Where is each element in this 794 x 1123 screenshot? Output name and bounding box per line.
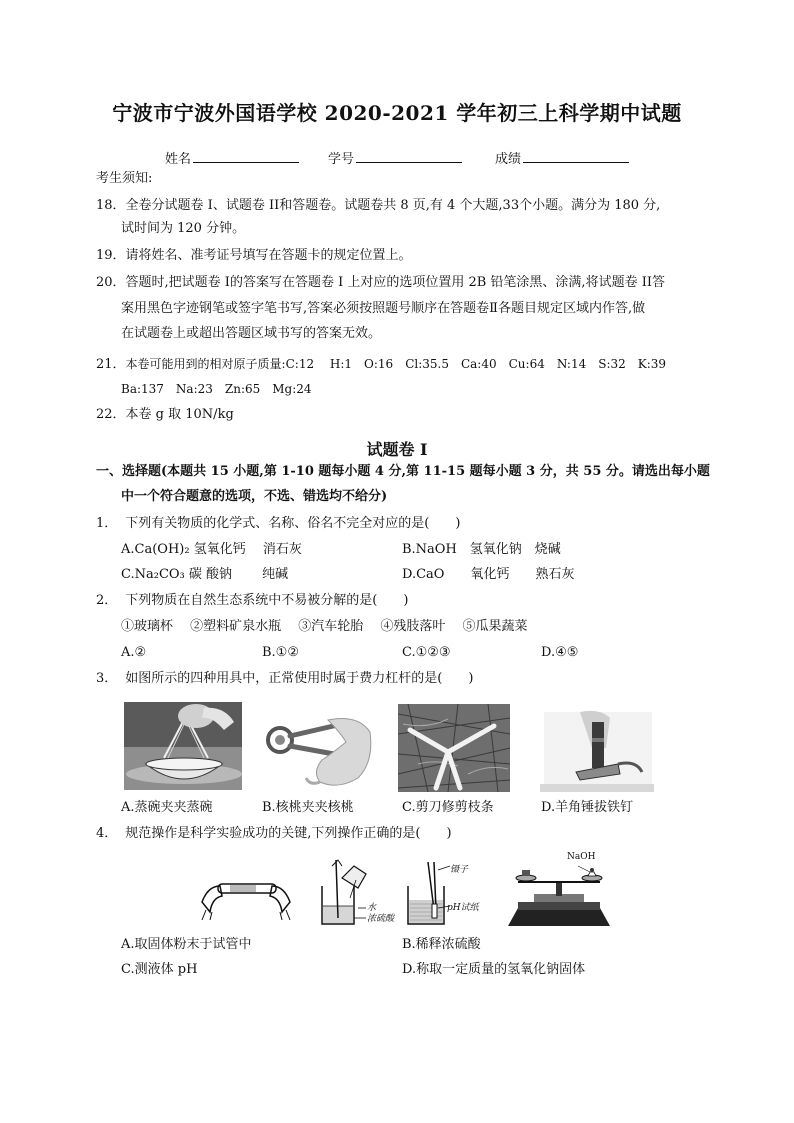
question-4-stem: 4． 规范操作是科学实验成功的关键,下列操作正确的是( )	[96, 826, 452, 841]
question-4-option-d[interactable]: D.称取一定质量的氢氧化钠固体	[402, 962, 586, 977]
water-label: 水	[367, 903, 377, 913]
student-id-blank[interactable]	[356, 148, 462, 163]
balance-figure	[504, 864, 614, 928]
section-heading: 试题卷 I	[366, 440, 428, 459]
steamer-clamp-image	[124, 702, 242, 790]
page-title: 宁波市宁波外国语学校 2020-2021 学年初三上科学期中试题	[112, 101, 682, 125]
question-3-option-c[interactable]: C.剪刀修剪枝条	[402, 800, 494, 815]
question-4-option-a[interactable]: A.取固体粉末于试管中	[121, 937, 252, 952]
notice-item-22: 22．本卷 g 取 10N/kg	[96, 407, 234, 422]
question-3-stem: 3． 如图所示的四种用具中，正常使用时属于费力杠杆的是( )	[96, 671, 474, 686]
name-blank[interactable]	[193, 148, 299, 163]
name-field: 姓名	[165, 148, 299, 171]
test-tube-powder-figure	[200, 872, 292, 922]
notice-item-20-line2: 案用黑色字迹钢笔或签字笔书写,答案必须按照题号顺序在答题卷Ⅱ各题目规定区域内作答,做	[121, 301, 646, 316]
question-4-option-b[interactable]: B.稀释浓硫酸	[402, 937, 481, 952]
question-2-stem: 2． 下列物质在自然生态系统中不易被分解的是( )	[96, 593, 409, 608]
notice-item-21: 21．本卷可能用到的相对原子质量:C:12 H:1 O:16 Cl:35.5 Ca:40 Cu:64 N:14 S:32 K:39	[96, 357, 667, 372]
score-blank[interactable]	[523, 148, 629, 163]
question-4-option-c[interactable]: C.测液体 pH	[121, 962, 198, 977]
question-3-option-a[interactable]: A.蒸碗夹夹蒸碗	[121, 800, 213, 815]
notice-title: 考生须知:	[96, 171, 153, 186]
notice-item-21-line2: Ba:137 Na:23 Zn:65 Mg:24	[121, 382, 312, 396]
student-id-field: 学号	[328, 148, 462, 171]
pruning-shears-image	[398, 704, 510, 792]
score-field: 成绩	[495, 148, 629, 171]
question-2-option-b[interactable]: B.①②	[262, 645, 299, 660]
section-one-line2: 中一个符合题意的选项，不选、错选均不给分)	[121, 489, 388, 504]
claw-hammer-image	[540, 708, 654, 792]
question-1-stem: 1． 下列有关物质的化学式、名称、俗名不完全对应的是( )	[96, 516, 461, 531]
acid-label: 浓硫酸	[367, 914, 395, 924]
question-1-option-c[interactable]: C.Na₂CO₃ 碳 酸钠 纯碱	[121, 567, 289, 582]
question-3-option-b[interactable]: B.核桃夹夹核桃	[262, 800, 354, 815]
ph-paper-label: pH试纸	[447, 903, 479, 913]
question-2-option-c[interactable]: C.①②③	[402, 645, 451, 660]
notice-item-18: 18．全卷分试题卷 I、试题卷 II和答题卷。试题卷共 8 页,有 4 个大题,33个小题。满分为 180 分,	[96, 198, 661, 213]
question-1-option-a[interactable]: A.Ca(OH)₂ 氢氧化钙 消石灰	[121, 542, 302, 557]
naoh-label: NaOH	[567, 852, 596, 862]
tweezers-label: 镊子	[450, 865, 469, 875]
question-2-items: ①玻璃杯 ②塑料矿泉水瓶 ③汽车轮胎 ④残肢落叶 ⑤瓜果蔬菜	[121, 619, 528, 634]
notice-item-20: 20．答题时,把试题卷 I的答案写在答题卷 I 上对应的选项位置用 2B 铅笔涂黑、涂满,将试题卷 II答	[96, 275, 665, 290]
question-1-option-d[interactable]: D.CaO 氧化钙 熟石灰	[402, 567, 575, 582]
notice-item-18-line2: 试时间为 120 分钟。	[121, 221, 246, 236]
question-2-option-a[interactable]: A.②	[121, 645, 147, 660]
section-one-line1: 一、选择题(本题共 15 小题,第 1-10 题每小题 4 分,第 11-15 题每小题 3 分，共 55 分。请选出每小题	[96, 464, 710, 479]
question-1-option-b[interactable]: B.NaOH 氢氧化钠 烧碱	[402, 542, 561, 557]
notice-item-20-line3: 在试题卷上或超出答题区域书写的答案无效。	[121, 326, 382, 341]
notice-item-19: 19．请将姓名、准考证号填写在答题卡的规定位置上。	[96, 248, 412, 263]
question-2-option-d[interactable]: D.④⑤	[541, 645, 579, 660]
question-3-option-d[interactable]: D.羊角锤拔铁钉	[541, 800, 634, 815]
nutcracker-image	[262, 712, 374, 792]
